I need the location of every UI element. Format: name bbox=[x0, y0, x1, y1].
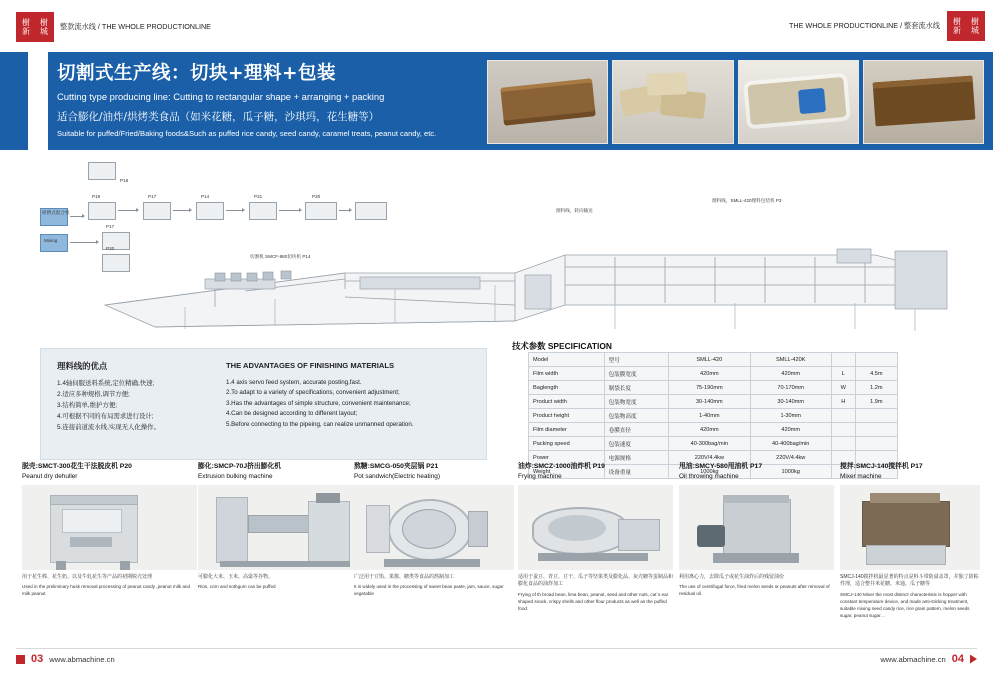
header-caption-left: 整款流水线 / THE WHOLE PRODUCTIONLINE bbox=[60, 22, 211, 32]
flow-arrow-6 bbox=[339, 210, 351, 211]
spec-cn-1: 包装膜宽度 bbox=[604, 367, 669, 381]
spec-dim-key-6 bbox=[831, 437, 855, 451]
spec-v1-0: SMLL-420 bbox=[669, 353, 750, 367]
product-card-4 bbox=[679, 462, 834, 597]
spec-en-1: Film width bbox=[529, 367, 605, 381]
spec-v1-7: 220V/4.4kw bbox=[669, 451, 750, 465]
band-title-cn: 切割式生产线：切块+理料+包装 bbox=[57, 63, 337, 84]
page-footer bbox=[0, 640, 993, 674]
spec-v2-7: 220V/4.4kw bbox=[750, 451, 831, 465]
advantages-panel bbox=[40, 348, 487, 460]
card-desc-cn-3: 适用于蚕豆、青豆、豆干、瓜子等坚果类及膨化品、灰壳糖等蛋制品和膨化食品的油炸加工 bbox=[518, 574, 674, 588]
product-card-3 bbox=[518, 462, 673, 612]
diagram-label-7: P20 bbox=[106, 246, 115, 251]
spec-table bbox=[528, 352, 898, 479]
spec-en-4: Product height bbox=[529, 409, 605, 423]
card-title-cn-4: 甩油:SMCY-580甩油机 P17 bbox=[679, 463, 763, 470]
brand-logo-left bbox=[16, 12, 211, 42]
spec-cn-4: 包装物高度 bbox=[604, 409, 669, 423]
product-photo-3 bbox=[738, 60, 859, 144]
spec-v2-2: 70-170mm bbox=[750, 381, 831, 395]
footer-url-left[interactable]: www.abmachine.cn bbox=[49, 654, 115, 664]
advantages-cn bbox=[57, 361, 237, 433]
card-title-en-3: Frying machine bbox=[518, 473, 562, 480]
card-desc-en-2: It is widely used in the processing of sweet bean paste, jam, sauce, sugar vegetable bbox=[354, 584, 504, 597]
diagram-label-10: 切割机 SMCF-880切块机 P14 bbox=[250, 254, 311, 259]
product-photo-2 bbox=[612, 60, 733, 144]
spec-en-8: Weight bbox=[529, 465, 605, 479]
flow-arrow-1 bbox=[70, 216, 84, 217]
spec-dim-key-2: W bbox=[831, 381, 855, 395]
title-block bbox=[57, 62, 477, 139]
product-photo-1 bbox=[487, 60, 608, 144]
spec-en-3: Product width bbox=[529, 395, 605, 409]
spec-en-5: Film diameter bbox=[529, 423, 605, 437]
flow-arrow-2 bbox=[118, 210, 138, 211]
advantages-title-en: THE ADVANTAGES OF FINISHING MATERIALS bbox=[226, 361, 395, 370]
diagram-label-6: P17 bbox=[106, 224, 115, 229]
spec-cn-2: 制袋长度 bbox=[604, 381, 669, 395]
diagram-label-0: P18 bbox=[120, 178, 129, 183]
brand-logo-right bbox=[789, 11, 985, 41]
card-desc-cn-2: 广泛用于豆馅、果酱、糖类等食品的熬制加工 bbox=[354, 574, 455, 580]
diagram-label-2: P17 bbox=[148, 194, 157, 199]
card-desc-en-5: SMCJ-140 Mixer the most distinct characteristic is hopper with constant temperature device, and made anti-sticking treatment, suitable mixing seed candy rice, rice grain pattern, melon seeds sugar, peanut sugar… bbox=[840, 591, 970, 618]
spec-dim-key-1: L bbox=[831, 367, 855, 381]
card-title-cn-2: 熬糖:SMCG-050夹层锅 P21 bbox=[354, 463, 439, 470]
spec-cn-7: 电源规格 bbox=[604, 451, 669, 465]
footer-divider bbox=[16, 648, 977, 649]
spec-cn-3: 包装物宽度 bbox=[604, 395, 669, 409]
product-photo-4 bbox=[863, 60, 984, 144]
card-image-2 bbox=[354, 485, 514, 570]
advantages-item-cn-4: 5.连接前道流水线,实现无人化操作。 bbox=[57, 424, 160, 431]
flow-box-p21 bbox=[249, 202, 277, 220]
card-desc-cn-5: SMCJ-140搅拌机最显著的特点是料斗带防溢盖罩，并独了防粘性理，适合整井米花糖、米通、瓜子糖等 bbox=[840, 574, 979, 588]
production-line-diagram bbox=[0, 150, 993, 335]
table-row bbox=[529, 423, 898, 437]
spec-v1-5: 420mm bbox=[669, 423, 750, 437]
card-desc-en-0: Used in the preliminary husk removal processing of peanut candy ,peanut milk and milk peanut bbox=[22, 584, 191, 597]
card-title-en-0: Peanut dry dehuller bbox=[22, 473, 78, 480]
flow-box-p19 bbox=[88, 202, 116, 220]
card-title-en-1: Extrusion bulking machine bbox=[198, 473, 273, 480]
diagram-label-12: 理料线，SMLL-420理料包装机 P3 bbox=[712, 198, 782, 203]
spec-v2-1: 420mm bbox=[750, 367, 831, 381]
page-marker-icon bbox=[16, 655, 25, 664]
card-image-3 bbox=[518, 485, 673, 570]
diagram-label-1: P19 bbox=[92, 194, 101, 199]
logo-mark-icon: 樹 樹 新 城 bbox=[16, 12, 54, 42]
card-image-5 bbox=[840, 485, 980, 570]
spec-v2-3: 30-140mm bbox=[750, 395, 831, 409]
advantages-item-cn-1: 2.适应多种规格,调节方便; bbox=[57, 391, 130, 398]
advantages-item-en-4: 5.Before connecting to the pipeing, can realize unmanned operation. bbox=[226, 420, 414, 428]
spec-cn-8: 设备重量 bbox=[604, 465, 669, 479]
card-desc-cn-4: 利用离心力，去除瓜子或花生油炸后的残留油份 bbox=[679, 574, 785, 580]
table-row bbox=[529, 409, 898, 423]
spec-dim-key-5 bbox=[831, 423, 855, 437]
card-image-1 bbox=[198, 485, 373, 570]
spec-dim-val-4 bbox=[855, 409, 897, 423]
advantages-item-cn-3: 4.可根据不同的布局需求进行设计; bbox=[57, 413, 154, 420]
card-desc-cn-0: 用于花生棒、花生奶、以及牛轧花生等产品的初期脱壳处理 bbox=[22, 574, 153, 580]
spec-v1-1: 420mm bbox=[669, 367, 750, 381]
spec-v2-4: 1-30mm bbox=[750, 409, 831, 423]
flow-box-p14 bbox=[196, 202, 224, 220]
advantages-item-cn-2: 3.结构简单,维护方便; bbox=[57, 402, 118, 409]
advantages-en bbox=[226, 361, 471, 430]
card-title-en-4: Oil throwing machine bbox=[679, 473, 739, 480]
card-desc-en-3: Frying of th broad bean, lima bean, peanut, seed and other nuts, cat`s ear shaped snack, crispy shells and other flour products as well as the puffed food. bbox=[518, 591, 669, 611]
spec-dim-val-5 bbox=[855, 423, 897, 437]
diagram-label-3: P14 bbox=[201, 194, 210, 199]
spec-v1-6: 40-300bag/min bbox=[669, 437, 750, 451]
spec-v1-8: 1000kg bbox=[669, 465, 750, 479]
product-photo-strip bbox=[487, 60, 984, 144]
spec-v1-2: 75-190mm bbox=[669, 381, 750, 395]
table-row bbox=[529, 437, 898, 451]
page-number-right: 04 bbox=[951, 653, 964, 665]
spec-en-7: Power bbox=[529, 451, 605, 465]
advantages-item-en-2: 3.Has the advantages of simple structure, convenient maintenance; bbox=[226, 399, 411, 407]
isometric-line-drawing bbox=[95, 245, 975, 335]
card-title-cn-5: 搅拌:SMCJ-140搅拌机 P17 bbox=[840, 463, 923, 470]
diagram-label-11: 理料线，转向输送 bbox=[556, 208, 593, 213]
product-card-2 bbox=[354, 462, 514, 597]
card-desc-en-4: The use of centrifugal force, fried melon seeds or peanuts after removal of residual oil. bbox=[679, 584, 830, 597]
header-caption-right: THE WHOLE PRODUCTIONLINE / 整套流水线 bbox=[789, 21, 940, 31]
band-white-gap bbox=[28, 52, 48, 150]
band-subtitle-cn: 适合膨化/油炸/烘烤类食品（如米花糖，瓜子糖，沙琪玛，花生糖等） bbox=[57, 111, 380, 123]
product-card-0 bbox=[22, 462, 197, 597]
spec-dim-val-3: 1.9m bbox=[855, 395, 897, 409]
advantages-item-en-3: 4.Can be designed according to different layout; bbox=[226, 410, 358, 417]
card-title-en-5: Mixer machine bbox=[840, 473, 882, 480]
diagram-label-5: P20 bbox=[312, 194, 321, 199]
flow-box-p20 bbox=[305, 202, 337, 220]
spec-cn-0: 型号 bbox=[604, 353, 669, 367]
spec-dim-key-3: H bbox=[831, 395, 855, 409]
advantages-title-cn: 理料线的优点 bbox=[57, 361, 108, 371]
spec-v1-3: 30-140mm bbox=[669, 395, 750, 409]
table-row bbox=[529, 381, 898, 395]
spec-v2-0: SMLL-420K bbox=[750, 353, 831, 367]
page-header bbox=[0, 0, 993, 52]
band-title-en: Cutting type producing line: Cutting to rectangular shape + arranging + packing bbox=[57, 91, 385, 102]
card-title-cn-1: 膨化:SMCP-70J挤出膨化机 bbox=[198, 463, 282, 470]
diagram-label-9: Mixing bbox=[44, 238, 58, 243]
spec-en-0: Model bbox=[529, 353, 605, 367]
footer-right bbox=[880, 653, 977, 665]
spec-dim-val-1: 4.5m bbox=[855, 367, 897, 381]
flow-box-mixing2 bbox=[40, 234, 68, 252]
product-card-1 bbox=[198, 462, 373, 590]
spec-dim-val-0 bbox=[855, 353, 897, 367]
flow-box-p18 bbox=[88, 162, 116, 180]
table-row bbox=[529, 395, 898, 409]
table-row bbox=[529, 353, 898, 367]
diagram-label-8: 摇摆式混合机 bbox=[42, 210, 70, 215]
spec-v2-6: 40-400bag/min bbox=[750, 437, 831, 451]
card-title-en-2: Pot sandwich(Electric heating) bbox=[354, 473, 440, 480]
flow-box-end bbox=[355, 202, 387, 220]
logo-mark-icon-right: 樹 樹 新 城 bbox=[947, 11, 985, 41]
advantages-item-en-0: 1.4 axis servo feed system, accurate posting,fast. bbox=[226, 378, 362, 386]
page-number-left: 03 bbox=[31, 653, 44, 665]
page-marker-icon-right bbox=[970, 655, 977, 664]
spec-en-2: Baglength bbox=[529, 381, 605, 395]
spec-cn-5: 卷膜直径 bbox=[604, 423, 669, 437]
spec-dim-val-2: 1.2m bbox=[855, 381, 897, 395]
spec-v1-4: 1-40mm bbox=[669, 409, 750, 423]
flow-arrow-3 bbox=[173, 210, 191, 211]
flow-arrow-4 bbox=[226, 210, 244, 211]
footer-left bbox=[16, 653, 115, 665]
flow-arrow-7 bbox=[70, 242, 98, 243]
card-desc-en-1: Rios, corn and sothgum can be puffed bbox=[198, 584, 276, 590]
product-card-5 bbox=[840, 462, 980, 619]
spec-dim-key-0 bbox=[831, 353, 855, 367]
advantages-item-cn-0: 1.4轴伺服送料系统,定位精确,快速; bbox=[57, 380, 155, 387]
table-row bbox=[529, 367, 898, 381]
diagram-label-4: P21 bbox=[254, 194, 263, 199]
spec-v2-5: 420mm bbox=[750, 423, 831, 437]
band-subtitle-en: Suitable for puffed/Fried/Baking foods&Such as puffed rice candy, seed candy, caramel treats, peanut candy, etc. bbox=[57, 129, 437, 138]
flow-box-p17 bbox=[143, 202, 171, 220]
advantages-item-en-1: 2.To adapt to a variety of specifications, convenient adjustment; bbox=[226, 389, 400, 396]
product-card-grid bbox=[0, 462, 993, 632]
spec-en-6: Packing speed bbox=[529, 437, 605, 451]
spec-title: 技术参数 SPECIFICATION bbox=[512, 341, 612, 351]
spec-v2-8: 1000kg bbox=[750, 465, 831, 479]
flow-arrow-5 bbox=[279, 210, 301, 211]
card-image-4 bbox=[679, 485, 834, 570]
card-image-0 bbox=[22, 485, 197, 570]
card-title-cn-3: 油炸:SMCZ-1000油炸机 P19 bbox=[518, 463, 605, 470]
spec-dim-val-6 bbox=[855, 437, 897, 451]
card-title-cn-0: 脱壳:SMCT-300花生干法脱皮机 P20 bbox=[22, 463, 132, 470]
card-desc-cn-1: 可膨化大米、玉米、高粱等谷物。 bbox=[198, 574, 274, 580]
footer-url-right[interactable]: www.abmachine.cn bbox=[880, 654, 946, 664]
spec-cn-6: 包装速度 bbox=[604, 437, 669, 451]
spec-dim-key-4 bbox=[831, 409, 855, 423]
